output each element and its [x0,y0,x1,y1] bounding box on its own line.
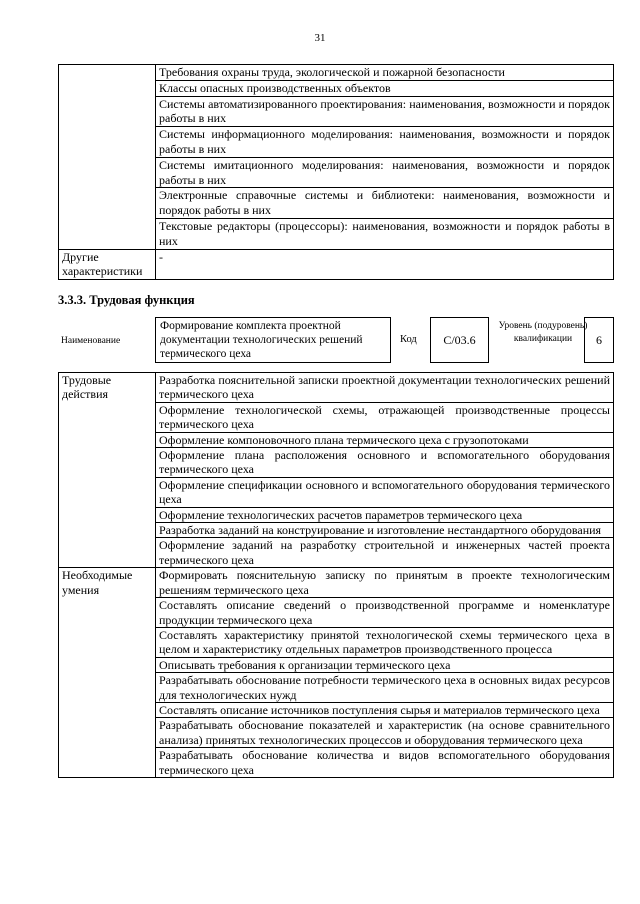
function-code: С/03.6 [430,317,489,363]
labor-actions-label: Трудовые действия [59,373,156,568]
labor-action-item: Оформление спецификации основного и вспомогательного оборудования термического цеха [156,477,614,507]
other-label: Другие характеристики [59,249,156,280]
labor-action-item: Оформление заданий на разработку строительной и инженерных частей проекта термического цеха [156,538,614,568]
labor-function-table [58,372,614,778]
function-name: Формирование комплекта проектной документации технологических решений термического цеха [155,317,391,363]
labor-action-item: Оформление технологической схемы, отражающей производственные процессы термического цеха [156,402,614,432]
code-label: Код [400,334,417,345]
knowledge-item: Системы информационного моделирования: наименования, возможности и порядок работы в них [156,127,614,158]
skill-item: Формировать пояснительную записку по принятым в проекте технологическим решениям термического цеха [156,568,614,598]
knowledge-item: Классы опасных производственных объектов [156,80,614,96]
labor-action-item: Оформление технологических расчетов параметров термического цеха [156,507,614,522]
skill-item: Описывать требования к организации термического цеха [156,657,614,672]
knowledge-table [58,64,614,280]
labor-action-item: Оформление плана расположения основного и вспомогательного оборудования термического цеха [156,448,614,478]
knowledge-item: Системы автоматизированного проектирования: наименования, возможности и порядок работы в них [156,96,614,127]
skill-item: Составлять характеристику принятой технологической схемы термического цеха в целом и характеристику отдельных параметров производственного процесса [156,627,614,657]
table-row [59,568,614,598]
labor-function-table-body [59,373,614,778]
knowledge-table-body [59,65,614,280]
section-heading: 3.3.3. Трудовая функция [58,293,195,307]
other-value: - [156,249,614,280]
level-label: Уровень (подуровень) квалификации [498,321,588,344]
table-row [59,249,614,280]
knowledge-label-cell [59,65,156,250]
labor-action-item: Разработка заданий на конструирование и изготовление нестандартного оборудования [156,523,614,538]
knowledge-item: Текстовые редакторы (процессоры): наименования, возможности и порядок работы в них [156,218,614,249]
knowledge-item: Системы имитационного моделирования: наименования, возможности и порядок работы в них [156,157,614,188]
labor-function-header [58,317,614,363]
labor-action-item: Разработка пояснительной записки проектной документации технологических решений термического цеха [156,373,614,403]
page-number: 31 [314,32,326,44]
skills-label: Необходимые умения [59,568,156,778]
skill-item: Составлять описание источников поступления сырья и материалов термического цеха [156,702,614,717]
name-label: Наименование [61,336,121,346]
qualification-level: 6 [584,317,614,363]
skill-item: Разрабатывать обоснование количества и видов вспомогательного оборудования термического цеха [156,748,614,778]
knowledge-item: Требования охраны труда, экологической и пожарной безопасности [156,65,614,81]
table-row [59,65,614,81]
table-row [59,373,614,403]
skill-item: Составлять описание сведений о производственной программе и номенклатуре продукции термического цеха [156,598,614,628]
knowledge-item: Электронные справочные системы и библиотеки: наименования, возможности и порядок работы в них [156,188,614,219]
skill-item: Разрабатывать обоснование потребности термического цеха в основных видах ресурсов для технологических нужд [156,673,614,703]
skill-item: Разрабатывать обоснование показателей и характеристик (на основе сравнительного анализа) принятых технологических процессов и оборудования термического цеха [156,718,614,748]
labor-action-item: Оформление компоновочного плана термического цеха с грузопотоками [156,432,614,447]
